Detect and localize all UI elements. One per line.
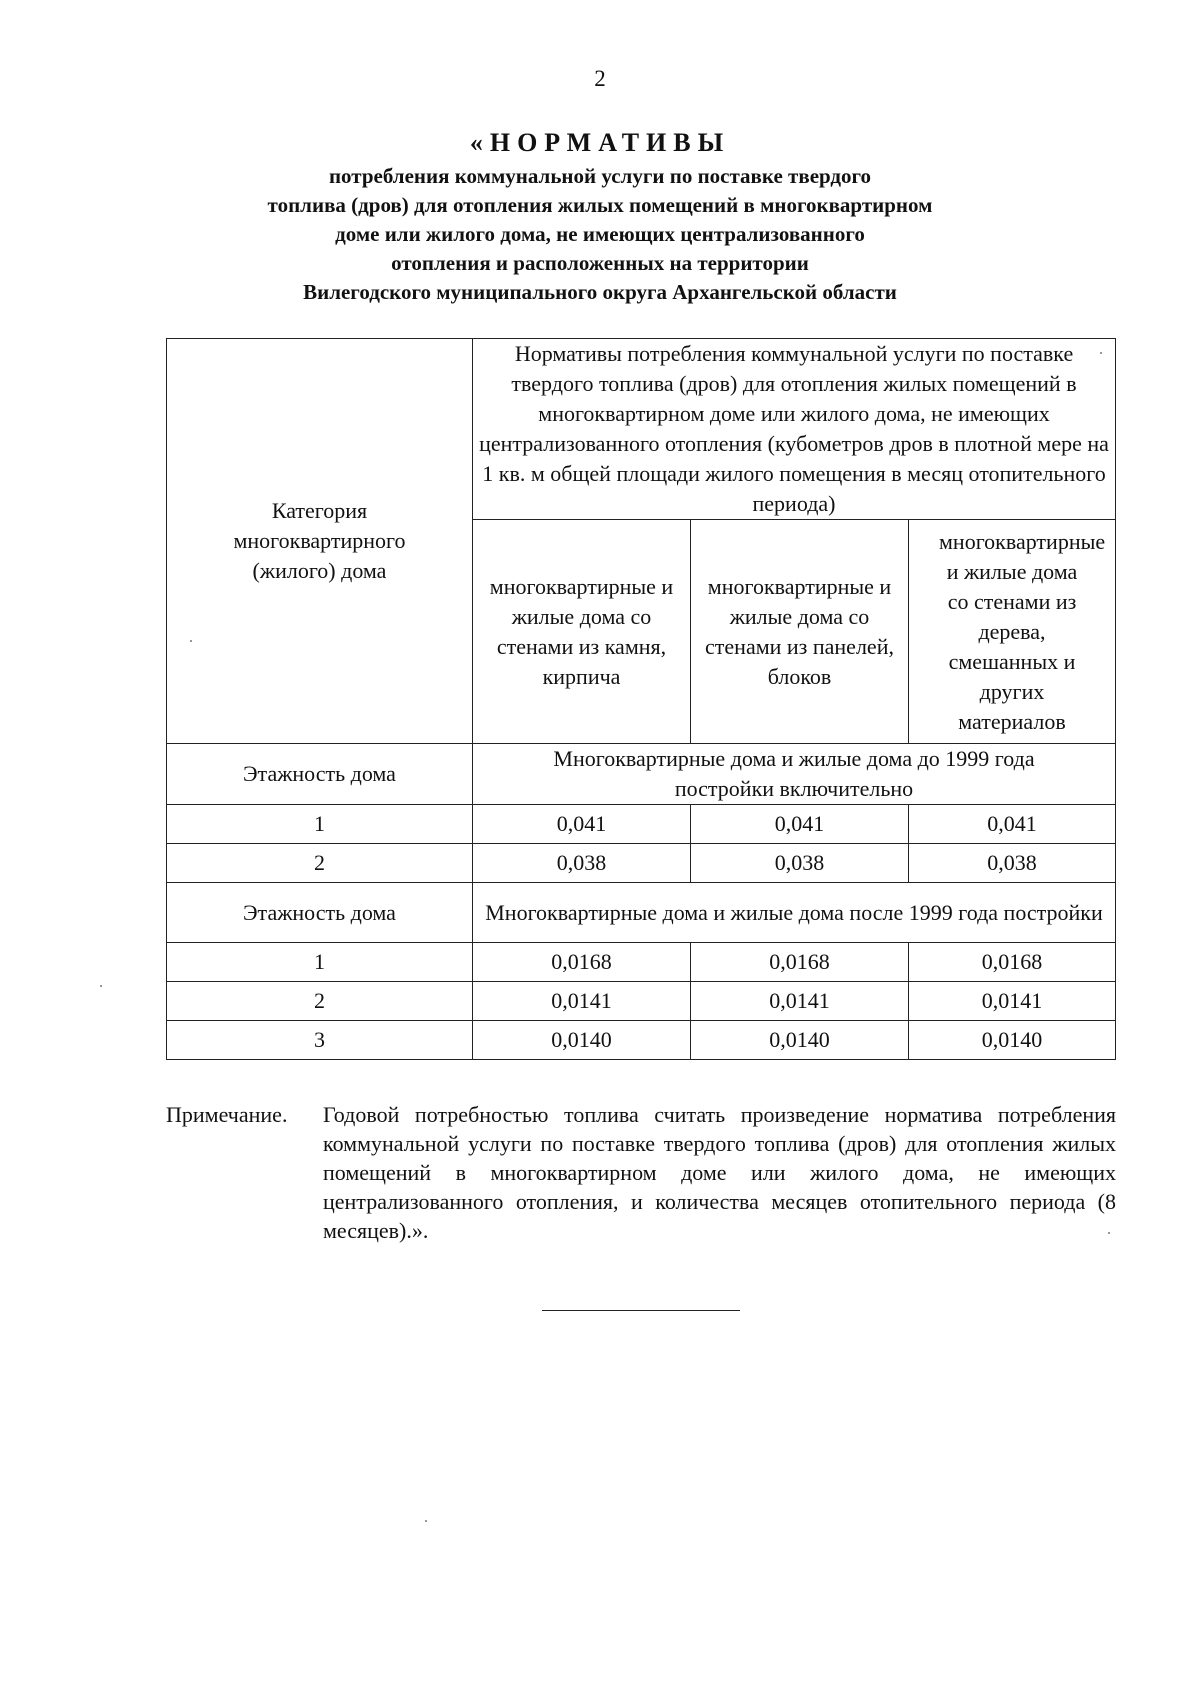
note [166,1100,1116,1245]
scan-speck [1108,1232,1110,1234]
value-cell: 0,0141 [473,982,691,1021]
table-row [167,982,1116,1021]
norms-header: Нормативы потребления коммунальной услуги по поставке твердого топлива (дров) для отопления жилых помещений в многоквартирном доме или жилого дома, не имеющих централизованного отопления (кубометров дров в плотной мере на 1 кв. м общей площади жилого помещения в месяц отопительного периода) [473,339,1116,520]
value-cell: 0,0141 [909,982,1116,1021]
title-line: потребления коммунальной услуги по поставке твердого [328,164,872,188]
scan-speck [190,640,192,642]
note-label: Примечание. [166,1102,288,1127]
group-row-label: Этажность дома [167,883,473,943]
group-header-row [167,744,1116,805]
table-row [167,943,1116,982]
column-header-stone-brick: многоквартирные и жилые дома со стенами из камня, кирпича [473,520,691,744]
table-row [167,844,1116,883]
title-line: Вилегодского муниципального округа Архангельской области [303,280,897,304]
document-title [0,126,1200,307]
scan-speck [1100,352,1102,354]
value-cell: 0,0168 [909,943,1116,982]
floors-cell: 2 [167,982,473,1021]
value-cell: 0,038 [909,844,1116,883]
closing-divider [542,1310,740,1311]
value-cell: 0,038 [691,844,909,883]
value-cell: 0,0140 [473,1021,691,1060]
group-title: Многоквартирные дома и жилые дома после 1999 года постройки [473,883,1116,943]
value-cell: 0,041 [691,805,909,844]
title-line: доме или жилого дома, не имеющих централизованного [335,222,865,246]
title-main: «НОРМАТИВЫ [469,128,731,157]
note-text: Годовой потребностью топлива считать произведение норматива потребления коммунальной услуги по поставке твердого топлива (дров) для отопления жилых помещений в многоквартирном доме или жилого дома, не имеющих централизованного отопления, и количества месяцев отопительного периода (8 месяцев).». [323,1102,1116,1243]
scan-speck [100,985,102,987]
floors-cell: 3 [167,1021,473,1060]
title-line: отопления и расположенных на территории [391,251,809,275]
floors-cell: 1 [167,805,473,844]
column-header-wood-mixed: многоквартирные и жилые дома со стенами из дерева, смешанных и других материалов [909,520,1116,744]
title-subtitle [0,162,1200,307]
column-header-panels-blocks: многоквартирные и жилые дома со стенами из панелей, блоков [691,520,909,744]
table-row [167,1021,1116,1060]
scan-speck [425,1520,427,1522]
norms-table [166,338,1116,1060]
floors-cell: 2 [167,844,473,883]
group-title: Многоквартирные дома и жилые дома до 1999 года постройки включительно [473,744,1116,805]
value-cell: 0,041 [473,805,691,844]
value-cell: 0,038 [473,844,691,883]
value-cell: 0,0168 [691,943,909,982]
value-cell: 0,0168 [473,943,691,982]
floors-cell: 1 [167,943,473,982]
page-number: 2 [594,66,606,91]
category-header: Категория многоквартирного (жилого) дома [167,339,473,744]
group-row-label: Этажность дома [167,744,473,805]
value-cell: 0,041 [909,805,1116,844]
value-cell: 0,0141 [691,982,909,1021]
value-cell: 0,0140 [909,1021,1116,1060]
value-cell: 0,0140 [691,1021,909,1060]
group-header-row [167,883,1116,943]
table-row [167,805,1116,844]
title-line: топлива (дров) для отопления жилых помещений в многоквартирном [267,193,933,217]
